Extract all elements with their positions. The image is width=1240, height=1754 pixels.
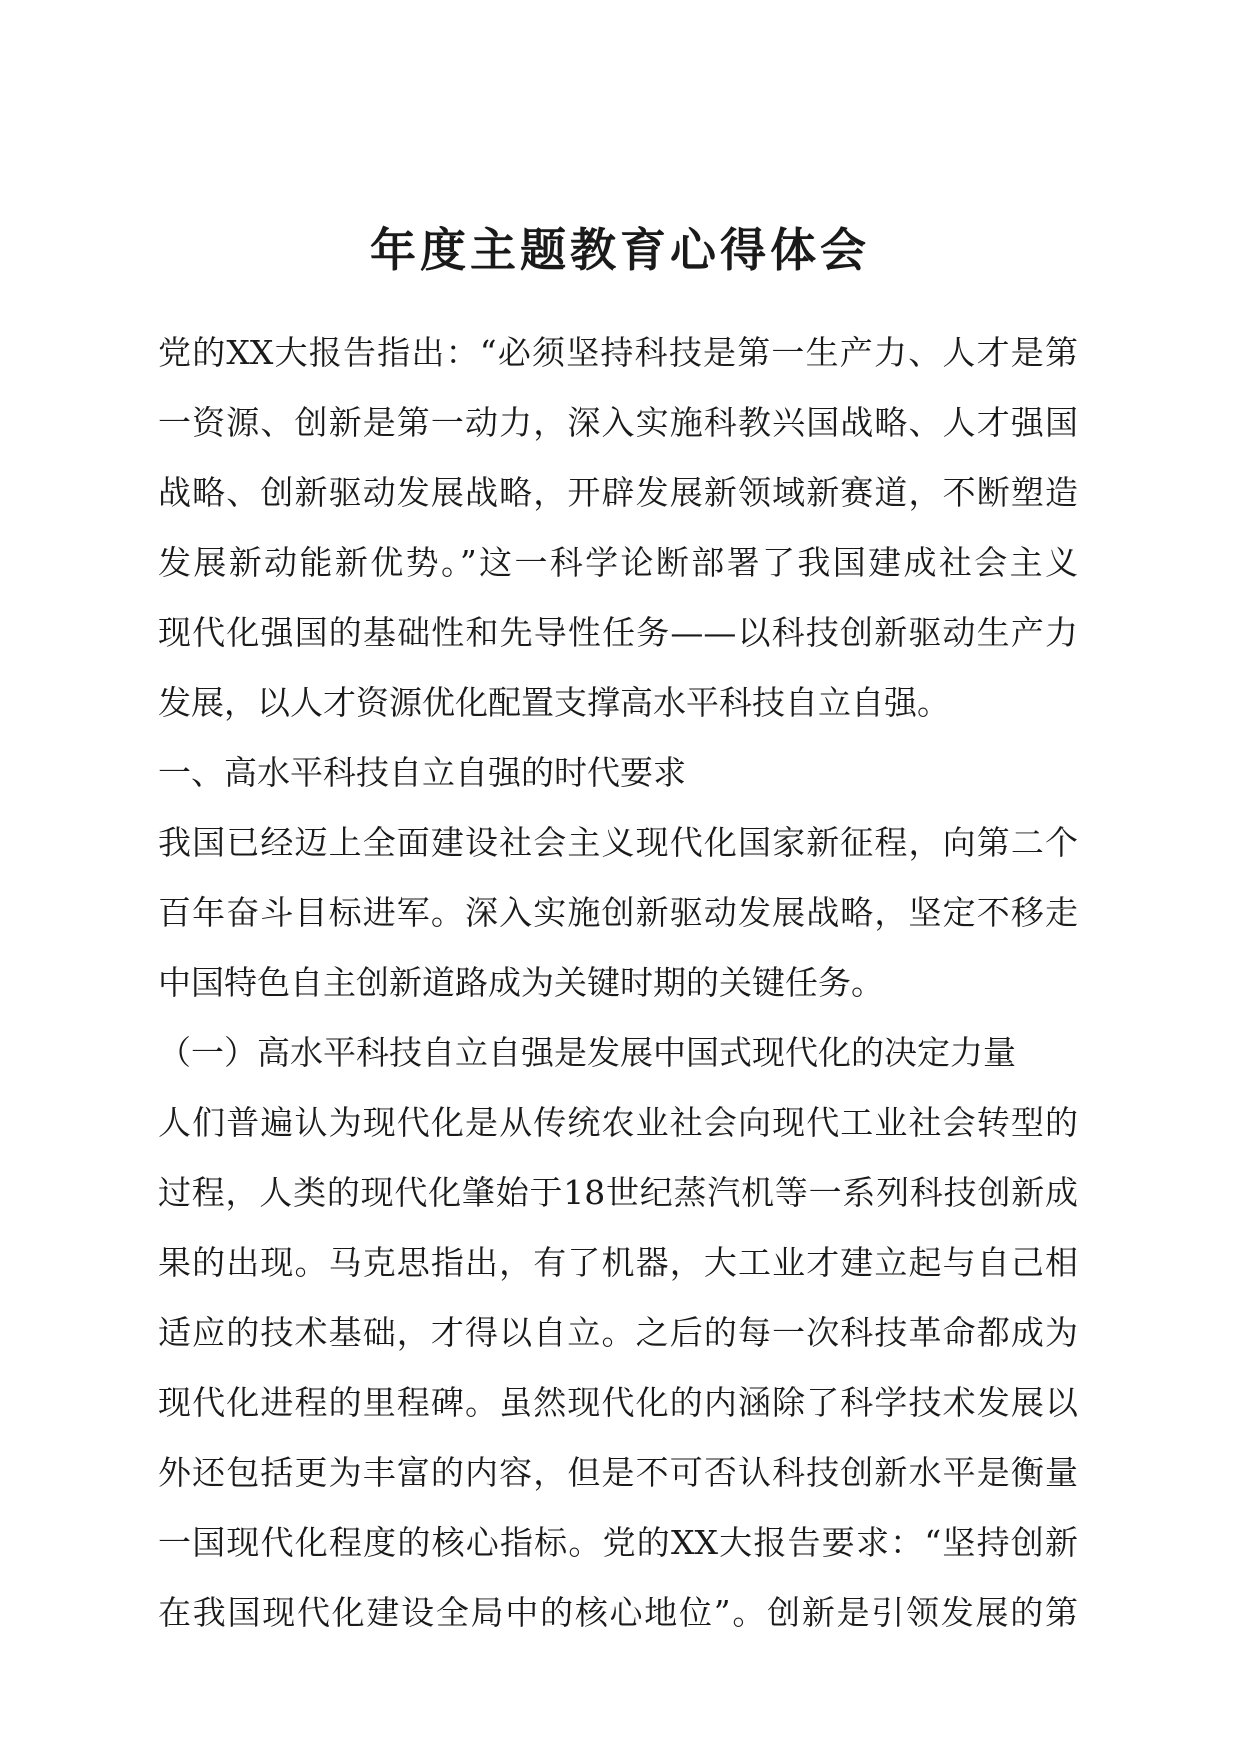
paragraph-line: 外还包括更为丰富的内容，但是不可否认科技创新水平是衡量 [158,1453,1078,1492]
document-body [158,318,1078,1648]
paragraph-line: 发展新动能新优势。”这一科学论断部署了我国建成社会主义 [158,543,1078,582]
paragraph-line: 人们普遍认为现代化是从传统农业社会向现代工业社会转型的 [158,1103,1078,1142]
paragraph-line: 百年奋斗目标进军。深入实施创新驱动发展战略，坚定不移走 [158,893,1078,932]
document-title: 年度主题教育心得体会 [370,223,870,277]
paragraph-line: 果的出现。马克思指出，有了机器，大工业才建立起与自己相 [158,1243,1078,1282]
paragraph-line: 现代化进程的里程碑。虽然现代化的内涵除了科学技术发展以 [158,1383,1078,1422]
paragraph-line: 一国现代化程度的核心指标。党的XX大报告要求：“坚持创新 [158,1523,1078,1562]
paragraph-line: 党的XX大报告指出：“必须坚持科技是第一生产力、人才是第 [158,333,1078,372]
paragraph-line: 一资源、创新是第一动力，深入实施科教兴国战略、人才强国 [158,403,1078,442]
paragraph-line: 战略、创新驱动发展战略，开辟发展新领域新赛道，不断塑造 [158,473,1078,512]
section-heading-line: 一、高水平科技自立自强的时代要求 [158,753,686,792]
paragraph-line: 我国已经迈上全面建设社会主义现代化国家新征程，向第二个 [158,823,1078,862]
paragraph-line: 发展，以人才资源优化配置支撑高水平科技自立自强。 [158,683,950,722]
paragraph-line: 中国特色自主创新道路成为关键时期的关键任务。 [158,963,884,1002]
section-heading-line: （一）高水平科技自立自强是发展中国式现代化的决定力量 [158,1033,1016,1072]
paragraph-line: 过程，人类的现代化肇始于18世纪蒸汽机等一系列科技创新成 [158,1173,1078,1212]
paragraph-line: 在我国现代化建设全局中的核心地位”。创新是引领发展的第 [158,1593,1078,1632]
paragraph-line: 现代化强国的基础性和先导性任务——以科技创新驱动生产力 [158,613,1078,652]
paragraph-line: 适应的技术基础，才得以自立。之后的每一次科技革命都成为 [158,1313,1078,1352]
